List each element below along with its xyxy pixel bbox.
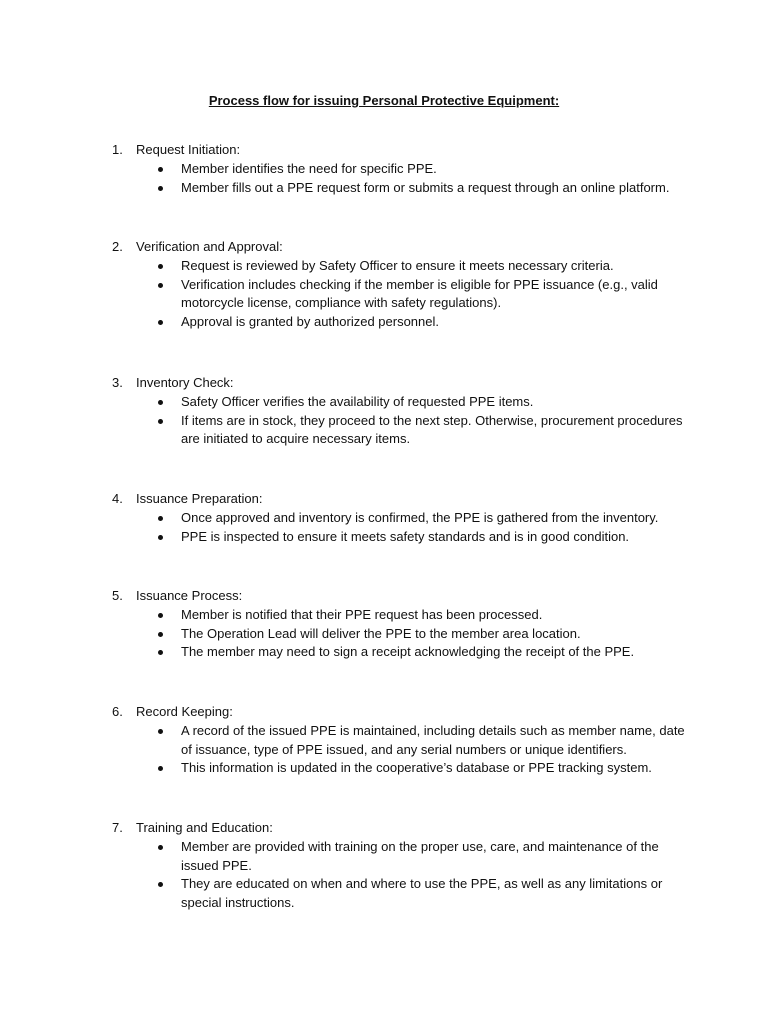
step-number: 1. — [112, 142, 123, 157]
bullet-list — [112, 160, 692, 197]
bullet-icon — [158, 167, 163, 172]
bullet-list — [112, 509, 692, 546]
bullet-list — [112, 257, 692, 331]
bullet-list — [112, 722, 692, 778]
step-issuance-process — [112, 587, 692, 662]
step-title: Issuance Process: — [136, 588, 243, 603]
bullet-icon — [158, 535, 163, 540]
bullet-icon — [158, 186, 163, 191]
bullet-text: The Operation Lead will deliver the PPE to the member area location. — [181, 625, 581, 641]
step-title: Record Keeping: — [136, 704, 233, 719]
bullet-text: PPE is inspected to ensure it meets safety standards and is in good condition. — [181, 528, 630, 544]
list-item — [112, 412, 692, 449]
step-training-education — [112, 819, 692, 912]
step-request-initiation — [112, 141, 692, 197]
list-item — [112, 606, 692, 625]
step-number: 5. — [112, 588, 123, 603]
list-item — [112, 313, 692, 332]
bullet-text: If items are in stock, they proceed to the next step. Otherwise, procurement procedures are initiated to acquire necessary items. — [181, 412, 683, 446]
step-heading — [112, 703, 692, 722]
bullet-icon — [158, 882, 163, 887]
bullet-text: A record of the issued PPE is maintained, including details such as member name, date of issuance, type of PPE issued, and any serial numbers or unique identifiers. — [181, 723, 685, 757]
step-heading — [112, 587, 692, 606]
list-item — [112, 276, 692, 313]
step-title: Request Initiation: — [136, 142, 241, 157]
list-item — [112, 393, 692, 412]
step-number: 3. — [112, 375, 123, 390]
bullet-icon — [158, 516, 163, 521]
bullet-text: Once approved and inventory is confirmed, the PPE is gathered from the inventory. — [181, 510, 659, 525]
bullet-icon — [158, 320, 163, 325]
bullet-icon — [158, 613, 163, 618]
step-title: Inventory Check: — [136, 375, 234, 390]
list-item — [112, 160, 692, 179]
bullet-text: Approval is granted by authorized personnel. — [181, 313, 439, 329]
bullet-icon — [158, 283, 163, 288]
list-item — [112, 257, 692, 276]
bullet-icon — [158, 419, 163, 424]
step-heading — [112, 490, 692, 509]
step-heading — [112, 374, 692, 393]
bullet-text: They are educated on when and where to use the PPE, as well as any limitations or special instructions. — [181, 876, 663, 910]
step-record-keeping — [112, 703, 692, 778]
step-verification-approval — [112, 238, 692, 331]
list-item — [112, 528, 692, 547]
step-heading — [112, 238, 692, 257]
step-number: 6. — [112, 704, 123, 719]
bullet-icon — [158, 729, 163, 734]
step-number: 7. — [112, 820, 123, 835]
step-heading — [112, 141, 692, 160]
step-number: 4. — [112, 491, 123, 506]
bullet-text: Verification includes checking if the member is eligible for PPE issuance (e.g., valid motorcycle license, compliance with safety regulations). — [181, 276, 658, 310]
bullet-text: Safety Officer verifies the availability of requested PPE items. — [181, 394, 534, 409]
bullet-list — [112, 393, 692, 449]
step-number: 2. — [112, 239, 123, 254]
bullet-icon — [158, 766, 163, 771]
bullet-text: Member fills out a PPE request form or submits a request through an online platform. — [181, 179, 670, 195]
list-item — [112, 722, 692, 759]
bullet-text: Member are provided with training on the proper use, care, and maintenance of the issued PPE. — [181, 839, 659, 873]
step-issuance-preparation — [112, 490, 692, 546]
bullet-icon — [158, 632, 163, 637]
bullet-text: This information is updated in the cooperative’s database or PPE tracking system. — [181, 760, 652, 775]
document-title: Process flow for issuing Personal Protective Equipment: — [208, 93, 560, 108]
bullet-text: Request is reviewed by Safety Officer to ensure it meets necessary criteria. — [181, 258, 614, 273]
bullet-text: Member is notified that their PPE request has been processed. — [181, 607, 543, 622]
list-item — [112, 838, 692, 875]
list-item — [112, 509, 692, 528]
step-title: Issuance Preparation: — [136, 491, 263, 506]
list-item — [112, 179, 692, 198]
bullet-list — [112, 838, 692, 912]
bullet-icon — [158, 650, 163, 655]
list-item — [112, 759, 692, 778]
bullet-icon — [158, 400, 163, 405]
bullet-text: The member may need to sign a receipt acknowledging the receipt of the PPE. — [181, 644, 635, 659]
step-inventory-check — [112, 374, 692, 449]
bullet-icon — [158, 264, 163, 269]
step-title: Verification and Approval: — [136, 239, 283, 254]
bullet-list — [112, 606, 692, 662]
bullet-icon — [158, 845, 163, 850]
list-item — [112, 643, 692, 662]
bullet-text: Member identifies the need for specific PPE. — [181, 161, 437, 176]
list-item — [112, 875, 692, 912]
step-title: Training and Education: — [136, 820, 273, 835]
step-heading — [112, 819, 692, 838]
list-item — [112, 625, 692, 644]
